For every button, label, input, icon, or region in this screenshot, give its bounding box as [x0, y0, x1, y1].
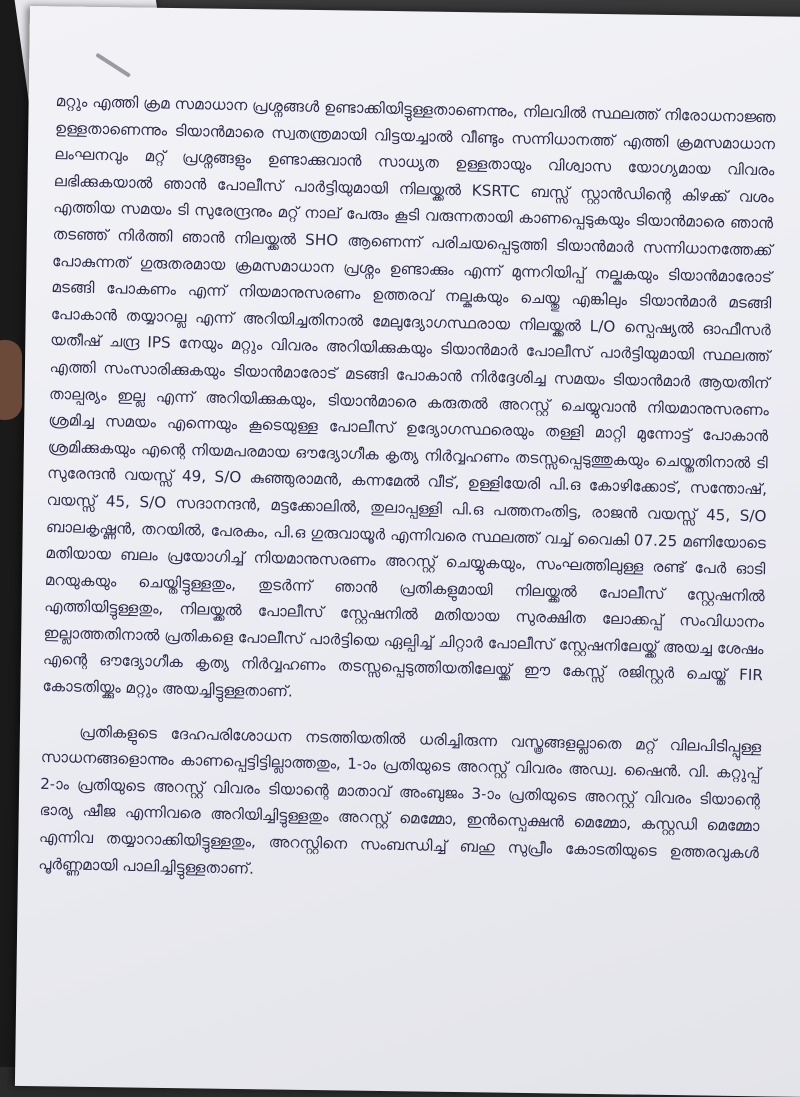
finger-holding-page: [0, 340, 22, 420]
paragraph-1-text: മറ്റും എത്തി ക്രമ സമാധാന പ്രശ്നങ്ങൾ ഉണ്ടാക്കിയിട്ടുള്ളതാണെന്നും, നിലവിൽ സ്ഥലത്ത് നിരോധനാജ്ഞ ഉള്ളതാണെന്നും ടിയാൻമാരെ സ്വതന്ത്രമായി വിട്ടയച്ചാൽ വീണ്ടും സന്നിധാനത്ത് എത്തി ക്രമസമാധാന ലംഘനവും മറ്റ് പ്രശ്നങ്ങളും ഉണ്ടാക്കുവാൻ സാധ്യത ഉള്ളതായും വിശ്വാസ യോഗ്യമായ വിവരം ലഭിക്കുകയാൽ ഞാൻ പോലീസ് പാർട്ടിയുമായി നിലയ്ക്കൽ KSRTC ബസ്സ് സ്റ്റാൻഡിന്റെ കിഴക്ക് വശം എത്തിയ സമയം ടി സുരേന്ദ്രനും മറ്റ് നാല് പേരും കൂടി വരുന്നതായി കാണപ്പെടുകയും ടിയാൻമാരെ ഞാൻ തടഞ്ഞ് നിർത്തി ഞാൻ നിലയ്ക്കൽ SHO ആണെന്ന് പരിചയപ്പെടുത്തി ടിയാൻമാർ സന്നിധാനത്തേക്ക് പോകുന്നത് ഗുരുതരമായ ക്രമസമാധാന പ്രശ്നം ഉണ്ടാക്കും എന്ന് മുന്നറിയിപ്പ് നല്കുകയും ടിയാൻമാരോട് മടങ്ങി പോകണം എന്ന് നിയമാനുസരണം ഉത്തരവ് നല്കുകയും ചെയ്തു എങ്കിലും ടിയാൻമാർ മടങ്ങി പോകാൻ തയ്യാറല്ല എന്ന് അറിയിച്ചതിനാൽ മേലുദ്യോഗസ്ഥരായ നിലയ്ക്കൽ L/O സ്പെഷ്യൽ ഓഫീസർ യതീഷ് ചന്ദ്ര IPS നേയും മറ്റും വിവരം അറിയിക്കുകയും ടിയാൻമാർ പോലീസ് പാർട്ടിയുമായി സ്ഥലത്ത് എത്തി സംസാരിക്കുകയും ടിയാൻമാരോട് മടങ്ങി പോകാൻ നിർദ്ദേശിച്ച സമയം ടിയാൻമാർ ആയതിന് താല്പര്യം ഇല്ല എന്ന് അറിയിക്കുകയും, ടിയാൻമാരെ കരുതൽ അറസ്റ്റ് ചെയ്യുവാൻ നിയമാനുസരണം ശ്രമിച്ച സമയം എന്നെയും കൂടെയുള്ള പോലീസ് ഉദ്യോഗസ്ഥരെയും തള്ളി മാറ്റി മുന്നോട്ട് പോകാൻ ശ്രമിക്കുകയും എന്റെ നിയമപരമായ ഔദ്യോഗീക കൃത്യ നിർവ്വഹണം തടസ്സപ്പെടുത്തുകയും ചെയ്തതിനാൽ ടി സുരേന്ദൻ വയസ്സ് 49, S/O കുഞ്ഞുരാമൻ, കന്നമേൽ വീട്, ഉള്ളിയേരി പി.ഒ കോഴിക്കോട്, സന്തോഷ്, വയസ്സ് 45, S/O സദാനന്ദൻ, മട്ടക്കോലിൽ, തുലാപ്പള്ളി പി.ഒ പത്തനംതിട്ട, രാജൻ വയസ്സ് 45, S/O ബാലകൃഷ്ണൻ, തറയിൽ, പേരകം, പി.ഒ ഗുരുവായൂർ എന്നിവരെ സ്ഥലത്ത് വച്ച് വൈകി 07.25 മണിയോടെ മതിയായ ബലം പ്രയോഗിച്ച് നിയമാനുസരണം അറസ്റ്റ് ചെയ്യുകയും, സംഘത്തിലുള്ള രണ്ട് പേർ ഓടി മറയുകയും ചെയ്തിട്ടുള്ളതും, തുടർന്ന് ഞാൻ പ്രതികളുമായി നിലയ്ക്കൽ പോലീസ് സ്റ്റേഷനിൽ എത്തിയിട്ടുള്ളതും, നിലയ്ക്കൽ പോലീസ് സ്റ്റേഷനിൽ മതിയായ സുരക്ഷിത ലോക്കപ്പ് സംവിധാനം ഇല്ലാത്തതിനാൽ പ്രതികളെ പോലീസ് പാർട്ടിയെ ഏല്പിച്ച് ചിറ്റാർ പോലീസ് സ്റ്റേഷനിലേയ്ക്ക് അയച്ച ശേഷം എന്റെ ഔദ്യോഗീക കൃത്യ നിർവ്വഹണം തടസ്സപ്പെടുത്തിയതിലേയ്ക്ക് ഈ കേസ്സ് രജിസ്റ്റർ ചെയ്ത് FIR കോടതിയ്ക്കും മറ്റും അയച്ചിട്ടുള്ളതാണ്.: [42, 91, 776, 701]
document-body: [38, 88, 776, 893]
paragraph-indent: [41, 735, 79, 736]
paragraph-2-text: പ്രതികളുടെ ദേഹപരിശോധന നടത്തിയതിൽ ധരിച്ചിരുന്ന വസ്ത്രങ്ങളല്ലാതെ മറ്റ് വിലപിടിപ്പുള്ള സാധനങ്ങളൊന്നും കാണപ്പെട്ടിട്ടില്ലാത്തതും, 1-ാം പ്രതിയുടെ അറസ്റ്റ് വിവരം അഡ്വ. ഷൈൻ. വി. കറ്റുപ്പ് 2-ാം പ്രതിയുടെ അറസ്റ്റ് വിവരം ടിയാന്റെ മാതാവ് അംബുജം 3-ാം പ്രതിയുടെ അറസ്റ്റ് വിവരം ടിയാന്റെ ഭാര്യ ഷീജ എന്നിവരെ അറിയിച്ചിട്ടുള്ളതും അറസ്റ്റ് മെമ്മോ, ഇൻസ്പെക്ഷൻ മെമ്മോ, കസ്റ്റഡി മെമ്മോ എന്നിവ തയ്യാറാക്കിയിട്ടുള്ളതും, അറസ്റ്റിനെ സംബന്ധിച്ച് ബഹു സുപ്രീം കോടതിയുടെ ഉത്തരവുകൾ പൂർണ്ണമായി പാലിച്ചിട്ടുള്ളതാണ്.: [38, 722, 762, 878]
document-paragraph-2: [38, 717, 761, 893]
document-paragraph-1: [42, 88, 776, 716]
staple-mark: [95, 53, 131, 78]
